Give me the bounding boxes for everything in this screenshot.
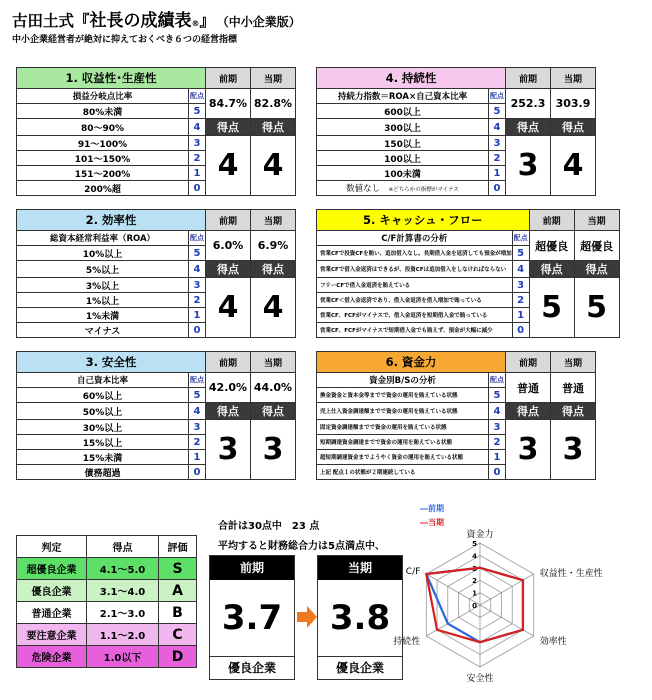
curr-score: 4 <box>251 136 296 196</box>
curr-score-value: 3.8 <box>329 598 391 638</box>
judge-row-range: 3.1〜4.0 <box>87 580 159 602</box>
criterion-row: 150以上 <box>317 136 489 151</box>
curr-value: 6.9% <box>251 231 296 261</box>
block-header: 6. 資金力 <box>317 352 506 373</box>
criterion-row: 売上仕入資金調達額までで資金の運用を賄えている状態 <box>317 403 489 420</box>
curr-value: 超優良 <box>574 231 619 261</box>
criterion-points: 3 <box>189 420 206 435</box>
curr-value: 82.8% <box>251 89 296 119</box>
judge-row-range: 4.1〜5.0 <box>87 558 159 580</box>
points-label: 配点 <box>189 373 206 388</box>
criterion-points: 3 <box>189 136 206 151</box>
prev-score-label: 得点 <box>206 261 251 278</box>
criterion-points: 3 <box>189 278 206 293</box>
radar-axis-label: C/F <box>405 567 421 577</box>
radar-axis-label: 収益性・生産性 <box>539 569 603 579</box>
criterion-row: 200%超 <box>17 181 189 196</box>
criterion-row: 3%以上 <box>17 278 189 293</box>
prev-score-rank: 優良企業 <box>210 656 294 679</box>
criterion-row: 数値なし ※どちらかの指標がマイナス <box>317 181 489 196</box>
curr-column-label: 当期 <box>551 68 596 89</box>
criterion-points: 2 <box>189 151 206 166</box>
page-subtitle: 中小企業経営者が絶対に抑えておくべき６つの経営指標 <box>12 35 238 45</box>
radar-spoke <box>480 605 534 636</box>
radar-spoke <box>480 574 534 605</box>
indicator-block <box>16 67 296 196</box>
curr-score: 3 <box>251 420 296 480</box>
prev-value: 42.0% <box>206 373 251 403</box>
criterion-row: 151〜200% <box>17 166 189 181</box>
criterion-points: 5 <box>512 246 529 261</box>
points-label: 配点 <box>512 231 529 246</box>
summary-average: 平均すると財務総合力は5点満点中、 <box>218 541 385 552</box>
criterion-row: 100未満 <box>317 166 489 181</box>
criterion-row: 債務超過 <box>17 465 189 480</box>
curr-score: 5 <box>574 278 619 338</box>
radar-tick-label: 0 <box>472 602 477 610</box>
judge-header-grade: 評価 <box>159 536 197 558</box>
criterion-row: 80〜90% <box>17 119 189 136</box>
judge-row-grade: C <box>159 624 197 646</box>
judge-row-name: 超優良企業 <box>17 558 87 580</box>
radar-axis-label: 効率性 <box>539 637 567 647</box>
curr-value: 44.0% <box>251 373 296 403</box>
criterion-row: 15%未満 <box>17 450 189 465</box>
criterion-points: 4 <box>489 403 506 420</box>
prev-score: 3 <box>206 420 251 480</box>
criterion-row: 営業CF、FCFがマイナスで短期借入金でも賄えず、預金が大幅に減少 <box>317 323 513 338</box>
criterion-points: 2 <box>189 293 206 308</box>
metric-label: 総資本経常利益率（ROA） <box>17 231 189 246</box>
prev-value: 84.7% <box>206 89 251 119</box>
block-header: 2. 効率性 <box>17 210 206 231</box>
indicator-block <box>316 351 596 480</box>
prev-column-label: 前期 <box>206 352 251 373</box>
curr-score-label: 得点 <box>251 119 296 136</box>
criterion-row: 上記 配点１の状態が２期連続している <box>317 465 489 480</box>
criterion-points: 2 <box>489 435 506 450</box>
radar-axis-label: 安全性 <box>466 674 494 684</box>
curr-score-label: 得点 <box>251 261 296 278</box>
criterion-points: 4 <box>189 119 206 136</box>
criterion-row: 30%以上 <box>17 420 189 435</box>
prev-value: 252.3 <box>506 89 551 119</box>
curr-value: 303.9 <box>551 89 596 119</box>
prev-score-label: 前期 <box>210 556 294 580</box>
judge-row-range: 2.1〜3.0 <box>87 602 159 624</box>
prev-score-label: 得点 <box>206 403 251 420</box>
criterion-points: 1 <box>489 450 506 465</box>
indicator-block <box>16 351 296 480</box>
metric-label: 資金別B/Sの分析 <box>317 373 489 388</box>
criterion-points: 3 <box>512 278 529 293</box>
judge-row-grade: A <box>159 580 197 602</box>
criterion-row: 営業CF＜借入金返済であり、借入金返済を借入増加で賄っている <box>317 293 513 308</box>
judge-row-grade: D <box>159 646 197 668</box>
curr-column-label: 当期 <box>251 68 296 89</box>
prev-value: 超優良 <box>529 231 574 261</box>
criterion-row: 5%以上 <box>17 261 189 278</box>
criterion-points: 1 <box>489 166 506 181</box>
criterion-row: 60%以上 <box>17 388 189 403</box>
criterion-points: 5 <box>189 388 206 403</box>
criterion-points: 2 <box>189 435 206 450</box>
prev-column-label: 前期 <box>206 210 251 231</box>
judge-row-range: 1.1〜2.0 <box>87 624 159 646</box>
prev-column-label: 前期 <box>506 68 551 89</box>
points-label: 配点 <box>189 89 206 104</box>
judge-row-range: 1.0以下 <box>87 646 159 668</box>
judge-header-name: 判定 <box>17 536 87 558</box>
criterion-points: 1 <box>189 308 206 323</box>
criterion-row: 600以上 <box>317 104 489 119</box>
curr-score-label: 得点 <box>551 119 596 136</box>
criterion-points: 3 <box>489 136 506 151</box>
criterion-points: 0 <box>489 465 506 480</box>
criterion-row: 10%以上 <box>17 246 189 261</box>
criterion-row: 100以上 <box>317 151 489 166</box>
criterion-points: 5 <box>489 104 506 119</box>
criterion-row: 1%未満 <box>17 308 189 323</box>
criterion-row: 1%以上 <box>17 293 189 308</box>
curr-column-label: 当期 <box>251 352 296 373</box>
criterion-row: 営業CFで借入金返済はできるが、投資CFは追加借入をしなければならない <box>317 261 513 278</box>
radar-tick-label: 1 <box>472 589 477 598</box>
prev-score-label: 得点 <box>206 119 251 136</box>
criterion-points: 1 <box>189 450 206 465</box>
criterion-points: 3 <box>489 420 506 435</box>
curr-value: 普通 <box>551 373 596 403</box>
legend-prev: ―前期 <box>420 504 444 513</box>
points-label: 配点 <box>489 89 506 104</box>
points-label: 配点 <box>489 373 506 388</box>
prev-score-box <box>209 555 295 680</box>
block-header: 4. 持続性 <box>317 68 506 89</box>
criterion-points: 0 <box>512 323 529 338</box>
indicator-block <box>316 67 596 196</box>
criterion-row: 固定資金調達額までで資金の運用を賄えている状態 <box>317 420 489 435</box>
indicator-block <box>16 209 296 338</box>
prev-score-label: 得点 <box>529 261 574 278</box>
prev-score-label: 得点 <box>506 403 551 420</box>
criterion-row: 50%以上 <box>17 403 189 420</box>
judge-row-grade: S <box>159 558 197 580</box>
criterion-row: 営業CF、FCFがマイナスで、借入金返済を短期借入金で賄っている <box>317 308 513 323</box>
curr-score-label: 当期 <box>318 556 402 580</box>
radar-axis-label: 持続性 <box>393 637 421 647</box>
criterion-points: 4 <box>189 403 206 420</box>
radar-axis-label: 資金力 <box>466 530 494 540</box>
prev-score: 3 <box>506 136 551 196</box>
judge-row-name: 要注意企業 <box>17 624 87 646</box>
curr-column-label: 当期 <box>251 210 296 231</box>
metric-label: 持続力指数＝ROA×自己資本比率 <box>317 89 489 104</box>
judge-row-name: 普通企業 <box>17 602 87 624</box>
prev-score: 4 <box>206 136 251 196</box>
legend-curr: ―当期 <box>420 518 444 527</box>
criterion-points: 2 <box>512 293 529 308</box>
criterion-row: 300以上 <box>317 119 489 136</box>
arrow-right-icon <box>297 606 317 628</box>
curr-column-label: 当期 <box>574 210 619 231</box>
prev-score: 4 <box>206 278 251 338</box>
criterion-row: 短期調達資金調達までで資金の運用を賄えている状態 <box>317 435 489 450</box>
block-header: 1. 収益性･生産性 <box>17 68 206 89</box>
judge-row-grade: B <box>159 602 197 624</box>
criterion-row: 超短期調達資金までようやく資金の運用を賄えている状態 <box>317 450 489 465</box>
curr-score-box <box>317 555 403 680</box>
criterion-points: 5 <box>489 388 506 403</box>
points-label: 配点 <box>189 231 206 246</box>
criterion-row: 営業CFで投資CFを賄い、追加借入なし。長期借入金を返済しても預金が増加 <box>317 246 513 261</box>
prev-value: 6.0% <box>206 231 251 261</box>
criterion-points: 1 <box>189 166 206 181</box>
curr-score-label: 得点 <box>551 403 596 420</box>
prev-score-label: 得点 <box>506 119 551 136</box>
block-header: 5. キャッシュ・フロー <box>317 210 530 231</box>
curr-score: 4 <box>251 278 296 338</box>
criterion-points: 0 <box>189 323 206 338</box>
prev-score: 5 <box>529 278 574 338</box>
criterion-row: 101〜150% <box>17 151 189 166</box>
radar-tick-label: 5 <box>472 540 477 548</box>
curr-score: 4 <box>551 136 596 196</box>
criterion-points: 0 <box>189 181 206 196</box>
criterion-points: 5 <box>189 246 206 261</box>
criterion-points: 4 <box>189 261 206 278</box>
prev-column-label: 前期 <box>506 352 551 373</box>
criterion-row: 80%未満 <box>17 104 189 119</box>
judge-row-name: 危険企業 <box>17 646 87 668</box>
metric-label: C/F計算書の分析 <box>317 231 513 246</box>
curr-score: 3 <box>551 420 596 480</box>
criterion-points: 4 <box>489 119 506 136</box>
criterion-row: 15%以上 <box>17 435 189 450</box>
criterion-points: 1 <box>512 308 529 323</box>
metric-label: 自己資本比率 <box>17 373 189 388</box>
block-header: 3. 安全性 <box>17 352 206 373</box>
criterion-row: 換金資金と資本金等までで資金の運用を賄えている状態 <box>317 388 489 403</box>
criterion-points: 0 <box>189 465 206 480</box>
judgement-table <box>16 535 197 668</box>
indicator-block <box>316 209 620 338</box>
curr-score-label: 得点 <box>251 403 296 420</box>
curr-column-label: 当期 <box>551 352 596 373</box>
prev-value: 普通 <box>506 373 551 403</box>
criterion-points: 5 <box>189 104 206 119</box>
radar-tick-label: 4 <box>472 552 477 561</box>
radar-chart <box>393 510 650 695</box>
radar-tick-label: 3 <box>472 564 477 573</box>
prev-score-value: 3.7 <box>221 598 283 638</box>
prev-column-label: 前期 <box>529 210 574 231</box>
curr-score-rank: 優良企業 <box>318 656 402 679</box>
summary-total: 合計は30点中 23 点 <box>218 521 320 532</box>
judge-row-name: 優良企業 <box>17 580 87 602</box>
criterion-row: フリーCFで借入金返済を賄えている <box>317 278 513 293</box>
criterion-row: マイナス <box>17 323 189 338</box>
metric-label: 損益分岐点比率 <box>17 89 189 104</box>
curr-score-label: 得点 <box>574 261 619 278</box>
criterion-points: 4 <box>512 261 529 278</box>
criterion-row: 91〜100% <box>17 136 189 151</box>
criterion-points: 2 <box>489 151 506 166</box>
page-title: 古田土式『社長の成績表®』 （中小企業版） <box>12 11 301 31</box>
criterion-points: 0 <box>489 181 506 196</box>
prev-column-label: 前期 <box>206 68 251 89</box>
radar-tick-label: 2 <box>472 577 477 586</box>
judge-header-score: 得点 <box>87 536 159 558</box>
prev-score: 3 <box>506 420 551 480</box>
